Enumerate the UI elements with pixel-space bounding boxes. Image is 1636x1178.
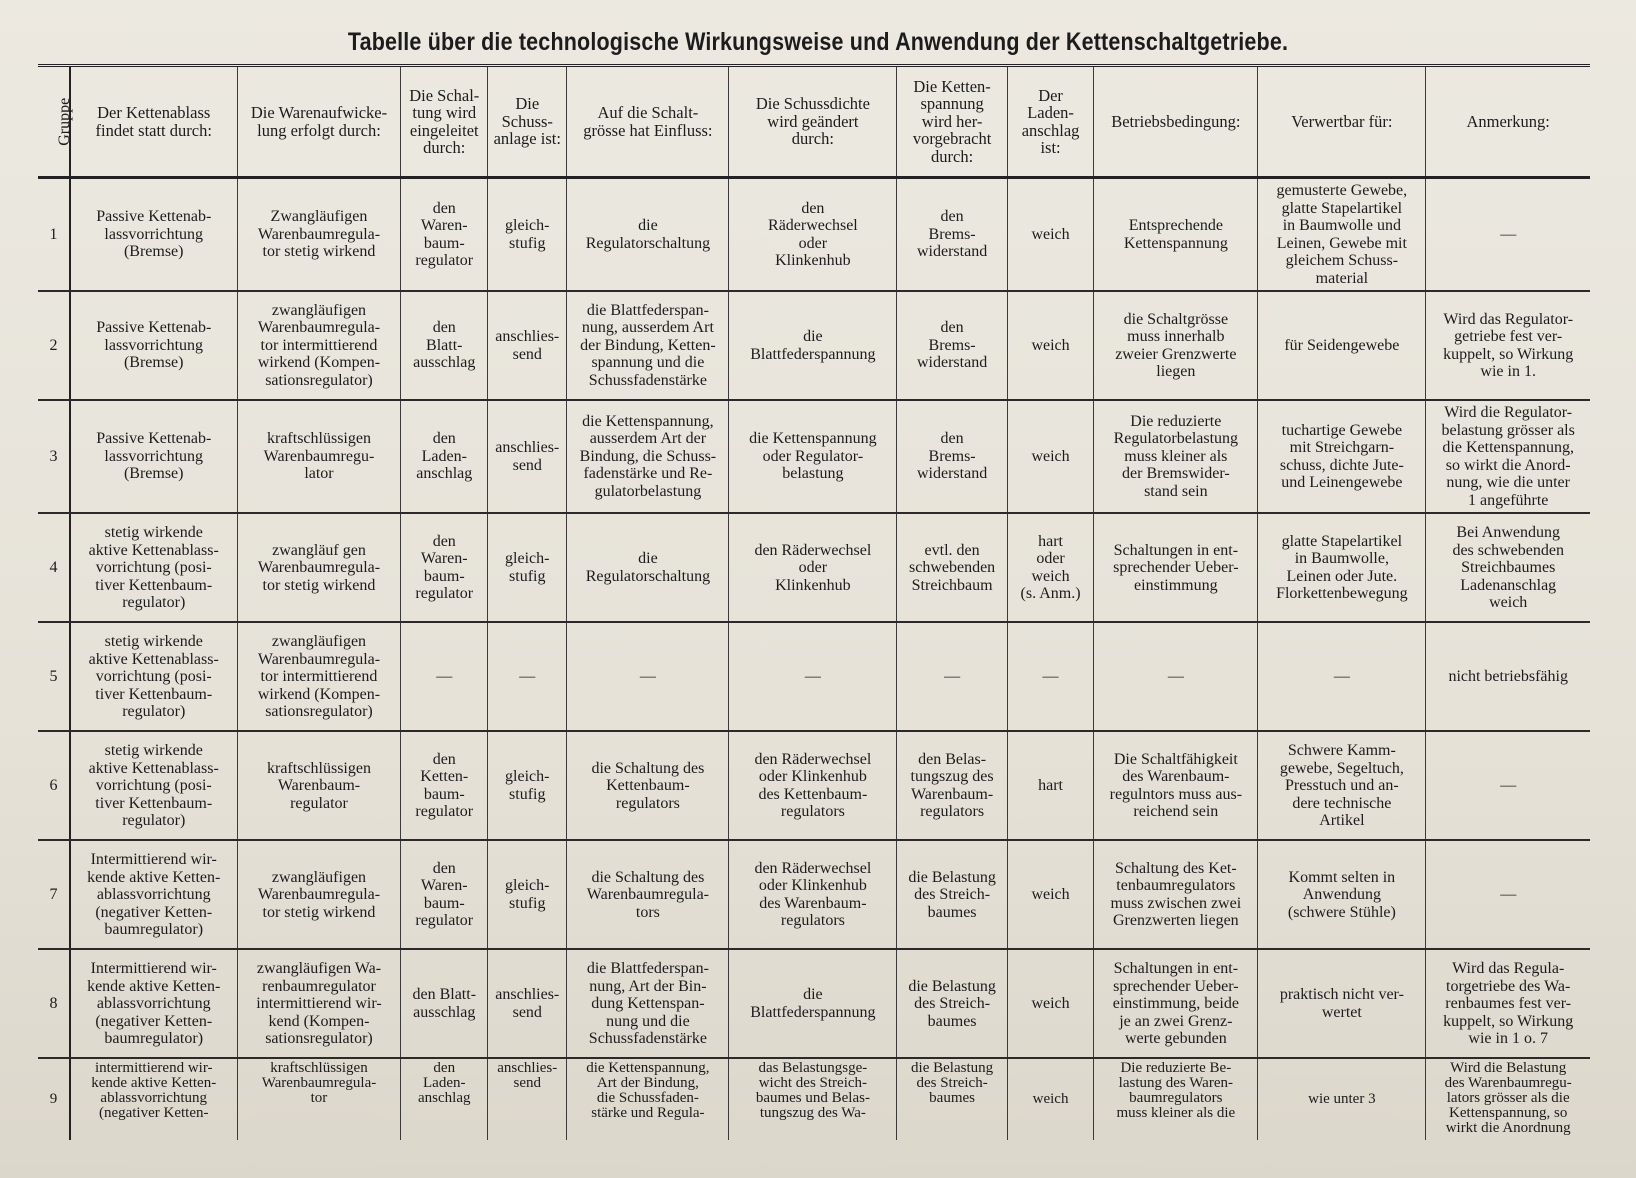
cell-betriebsbedingung: Schaltungen in ent- sprechender Ueber- einstimmung bbox=[1094, 513, 1258, 622]
cell-warenaufwicklung: kraftschlüssigen Warenbaum- regulator bbox=[237, 731, 401, 840]
cell-betriebsbedingung: Die Schaltfähigkeit des Warenbaum- regulntors muss aus- reichend sein bbox=[1094, 731, 1258, 840]
cell-ladenanschlag: weich bbox=[1007, 400, 1094, 513]
cell-anmerkung: — bbox=[1426, 178, 1590, 292]
cell-ladenanschlag: hart bbox=[1007, 731, 1094, 840]
cell-betriebsbedingung: Die reduzierte Regulatorbelastung muss kleiner als der Bremswider- stand sein bbox=[1094, 400, 1258, 513]
cell-kettenablass: Passive Kettenab- lassvorrichtung (Bremse) bbox=[70, 291, 237, 400]
cell-kettenablass: Intermittierend wir- kende aktive Ketten- ablassvorrichtung (negativer Ketten- baumregulator) bbox=[70, 949, 237, 1058]
cell-einfluss: die Blattfederspan- nung, Art der Bin- dung Kettenspan- nung und die Schussfadenstärke bbox=[567, 949, 729, 1058]
cell-verwertbar: Schwere Kamm- gewebe, Segeltuch, Presstuch und an- dere technische Artikel bbox=[1258, 731, 1426, 840]
cell-kettenspannung: die Belastung des Streich- baumes bbox=[897, 1058, 1007, 1140]
cell-kettenspannung: den Belas- tungszug des Warenbaum- regulators bbox=[897, 731, 1007, 840]
cell-warenaufwicklung: zwangläufigen Warenbaumregula- tor intermittierend wirkend (Kompen- sationsregulator) bbox=[237, 622, 401, 731]
cell-kettenspannung: den Brems- widerstand bbox=[897, 400, 1007, 513]
cell-kettenablass: stetig wirkende aktive Kettenablass- vorrichtung (posi- tiver Kettenbaum- regulator) bbox=[70, 513, 237, 622]
cell-verwertbar: für Seidengewebe bbox=[1258, 291, 1426, 400]
header-kettenspannung: Die Ketten- spannung wird her- vorgebracht durch: bbox=[897, 66, 1007, 178]
gruppe-number: 9 bbox=[38, 1058, 70, 1140]
table-row bbox=[38, 949, 1590, 1058]
cell-schussanlage: anschlies- send bbox=[488, 1058, 567, 1140]
gruppe-number: 7 bbox=[38, 840, 70, 949]
cell-verwertbar: glatte Stapelartikel in Baumwolle, Leinen oder Jute. Florkettenbewegung bbox=[1258, 513, 1426, 622]
header-ladenanschlag: Der Laden- anschlag ist: bbox=[1007, 66, 1094, 178]
cell-ladenanschlag: weich bbox=[1007, 291, 1094, 400]
cell-eingeleitet: den Ketten- baum- regulator bbox=[401, 731, 488, 840]
table-row bbox=[38, 291, 1590, 400]
gruppe-number: 3 bbox=[38, 400, 70, 513]
header-verwertbar: Verwertbar für: bbox=[1258, 66, 1426, 178]
cell-schussdichte: die Kettenspannung oder Regulator- belastung bbox=[729, 400, 897, 513]
table-row bbox=[38, 400, 1590, 513]
cell-betriebsbedingung: Die reduzierte Be- lastung des Waren- baumregulators muss kleiner als die bbox=[1094, 1058, 1258, 1140]
cell-einfluss: die Regulatorschaltung bbox=[567, 178, 729, 292]
cell-ladenanschlag: weich bbox=[1007, 840, 1094, 949]
cell-kettenspannung: die Belastung des Streich- baumes bbox=[897, 840, 1007, 949]
cell-eingeleitet: den Waren- baum- regulator bbox=[401, 178, 488, 292]
table-row bbox=[38, 513, 1590, 622]
header-schussdichte: Die Schussdichte wird geändert durch: bbox=[729, 66, 897, 178]
cell-anmerkung: — bbox=[1426, 731, 1590, 840]
cell-schussanlage: gleich- stufig bbox=[488, 178, 567, 292]
cell-schussdichte: die Blattfederspannung bbox=[729, 949, 897, 1058]
cell-eingeleitet: den Blatt- ausschlag bbox=[401, 949, 488, 1058]
cell-verwertbar: praktisch nicht ver- wertet bbox=[1258, 949, 1426, 1058]
cell-eingeleitet: den Blatt- ausschlag bbox=[401, 291, 488, 400]
cell-anmerkung: nicht betriebsfähig bbox=[1426, 622, 1590, 731]
cell-kettenablass: intermittierend wir- kende aktive Ketten- ablassvorrichtung (negativer Ketten- bbox=[70, 1058, 237, 1140]
cell-einfluss: die Kettenspannung, Art der Bindung, die Schussfaden- stärke und Regula- bbox=[567, 1058, 729, 1140]
cell-eingeleitet: den Laden- anschlag bbox=[401, 400, 488, 513]
cell-anmerkung: Wird das Regulator- getriebe fest ver- kuppelt, so Wirkung wie in 1. bbox=[1426, 291, 1590, 400]
cell-kettenablass: Intermittierend wir- kende aktive Ketten- ablassvorrichtung (negativer Ketten- baumregulator) bbox=[70, 840, 237, 949]
cell-warenaufwicklung: Zwangläufigen Warenbaumregula- tor stetig wirkend bbox=[237, 178, 401, 292]
cell-ladenanschlag: — bbox=[1007, 622, 1094, 731]
header-kettenablass: Der Kettenablass findet statt durch: bbox=[70, 66, 237, 178]
header-row bbox=[38, 66, 1590, 178]
cell-einfluss: die Schaltung des Kettenbaum- regulators bbox=[567, 731, 729, 840]
cell-schussdichte: das Belastungsge- wicht des Streich- baumes und Belas- tungszug des Wa- bbox=[729, 1058, 897, 1140]
cell-warenaufwicklung: zwangläuf gen Warenbaumregula- tor stetig wirkend bbox=[237, 513, 401, 622]
cell-ladenanschlag: weich bbox=[1007, 949, 1094, 1058]
cell-schussanlage: — bbox=[488, 622, 567, 731]
table-title: Tabelle über die technologische Wirkungsweise und Anwendung der Kettenschaltgetriebe. bbox=[347, 28, 1289, 56]
cell-warenaufwicklung: kraftschlüssigen Warenbaumregu- lator bbox=[237, 400, 401, 513]
cell-verwertbar: gemusterte Gewebe, glatte Stapelartikel in Baumwolle und Leinen, Gewebe mit gleichem Schuss- material bbox=[1258, 178, 1426, 292]
cell-eingeleitet: den Waren- baum- regulator bbox=[401, 840, 488, 949]
cell-verwertbar: tuchartige Gewebe mit Streichgarn- schuss, dichte Jute- und Leinengewebe bbox=[1258, 400, 1426, 513]
cell-kettenspannung: evtl. den schwebenden Streichbaum bbox=[897, 513, 1007, 622]
cell-kettenspannung: die Belastung des Streich- baumes bbox=[897, 949, 1007, 1058]
gruppe-number: 5 bbox=[38, 622, 70, 731]
cell-warenaufwicklung: zwangläufigen Wa- renbaumregulator intermittierend wir- kend (Kompen- sationsregulator) bbox=[237, 949, 401, 1058]
cell-kettenspannung: — bbox=[897, 622, 1007, 731]
cell-warenaufwicklung: zwangläufigen Warenbaumregula- tor stetig wirkend bbox=[237, 840, 401, 949]
gruppe-number: 1 bbox=[38, 178, 70, 292]
cell-warenaufwicklung: zwangläufigen Warenbaumregula- tor intermittierend wirkend (Kompen- sationsregulator) bbox=[237, 291, 401, 400]
header-warenaufwicklung: Die Warenaufwicke- lung erfolgt durch: bbox=[237, 66, 401, 178]
cell-einfluss: — bbox=[567, 622, 729, 731]
cell-verwertbar: wie unter 3 bbox=[1258, 1058, 1426, 1140]
cell-kettenspannung: den Brems- widerstand bbox=[897, 291, 1007, 400]
cell-betriebsbedingung: die Schaltgrösse muss innerhalb zweier Grenzwerte liegen bbox=[1094, 291, 1258, 400]
cell-schussanlage: gleich- stufig bbox=[488, 840, 567, 949]
header-anmerkung: Anmerkung: bbox=[1426, 66, 1590, 178]
cell-schussanlage: anschlies- send bbox=[488, 291, 567, 400]
cell-schussanlage: anschlies- send bbox=[488, 400, 567, 513]
cell-kettenablass: Passive Kettenab- lassvorrichtung (Bremse) bbox=[70, 178, 237, 292]
cell-einfluss: die Kettenspannung, ausserdem Art der Bindung, die Schuss- fadenstärke und Re- gulatorbelastung bbox=[567, 400, 729, 513]
cell-betriebsbedingung: Entsprechende Kettenspannung bbox=[1094, 178, 1258, 292]
cell-anmerkung: — bbox=[1426, 840, 1590, 949]
cell-schussanlage: anschlies- send bbox=[488, 949, 567, 1058]
cell-warenaufwicklung: kraftschlüssigen Warenbaumregula- tor bbox=[237, 1058, 401, 1140]
cell-anmerkung: Wird die Belastung des Warenbaumregu- lators grösser als die Kettenspannung, so wirkt die Anordnung bbox=[1444, 1060, 1572, 1137]
cell-kettenablass: stetig wirkende aktive Kettenablass- vorrichtung (posi- tiver Kettenbaum- regulator) bbox=[70, 622, 237, 731]
gruppe-number: 8 bbox=[38, 949, 70, 1058]
gruppe-number: 4 bbox=[38, 513, 70, 622]
cell-ladenanschlag: hart oder weich (s. Anm.) bbox=[1007, 513, 1094, 622]
gruppe-number: 2 bbox=[38, 291, 70, 400]
cell-kettenablass: stetig wirkende aktive Kettenablass- vorrichtung (posi- tiver Kettenbaum- regulator) bbox=[70, 731, 237, 840]
cell-kettenspannung: den Brems- widerstand bbox=[897, 178, 1007, 292]
cell-einfluss: die Regulatorschaltung bbox=[567, 513, 729, 622]
cell-anmerkung: Wird das Regula- torgetriebe des Wa- renbaumes fest ver- kuppelt, so Wirkung wie in 1 o. 7 bbox=[1426, 949, 1590, 1058]
cell-schussdichte: den Räderwechsel oder Klinkenhub bbox=[729, 178, 897, 292]
gruppe-number: 6 bbox=[38, 731, 70, 840]
header-gruppe: Gruppe bbox=[38, 66, 70, 178]
cell-verwertbar: Kommt selten in Anwendung (schwere Stühle) bbox=[1258, 840, 1426, 949]
table-body bbox=[38, 178, 1590, 1141]
cell-einfluss: die Schaltung des Warenbaumregula- tors bbox=[567, 840, 729, 949]
cell-schussdichte: den Räderwechsel oder Klinkenhub des Kettenbaum- regulators bbox=[729, 731, 897, 840]
cell-schussanlage: gleich- stufig bbox=[488, 513, 567, 622]
cell-schussdichte: die Blattfederspannung bbox=[729, 291, 897, 400]
cell-schussanlage: gleich- stufig bbox=[488, 731, 567, 840]
header-eingeleitet: Die Schal- tung wird eingeleitet durch: bbox=[401, 66, 488, 178]
cell-betriebsbedingung: Schaltung des Ket- tenbaumregulators muss zwischen zwei Grenzwerten liegen bbox=[1094, 840, 1258, 949]
table-row bbox=[38, 731, 1590, 840]
header-einfluss: Auf die Schalt- grösse hat Einfluss: bbox=[567, 66, 729, 178]
table-row bbox=[38, 622, 1590, 731]
cell-eingeleitet: den Laden- anschlag bbox=[401, 1058, 488, 1140]
gear-table bbox=[38, 64, 1590, 1140]
header-betriebsbedingung: Betriebsbedingung: bbox=[1094, 66, 1258, 178]
cell-betriebsbedingung: — bbox=[1094, 622, 1258, 731]
cell-ladenanschlag: weich bbox=[1007, 1058, 1094, 1140]
cell-betriebsbedingung: Schaltungen in ent- sprechender Ueber- einstimmung, beide je an zwei Grenz- werte gebunden bbox=[1094, 949, 1258, 1058]
table-row bbox=[38, 178, 1590, 292]
header-schussanlage: Die Schuss- anlage ist: bbox=[488, 66, 567, 178]
cell-ladenanschlag: weich bbox=[1007, 178, 1094, 292]
cell-verwertbar: — bbox=[1258, 622, 1426, 731]
cell-eingeleitet: — bbox=[401, 622, 488, 731]
cell-schussdichte: den Räderwechsel oder Klinkenhub des Warenbaum- regulators bbox=[729, 840, 897, 949]
cell-schussdichte: — bbox=[729, 622, 897, 731]
cell-schussdichte: den Räderwechsel oder Klinkenhub bbox=[729, 513, 897, 622]
table-row bbox=[38, 1058, 1590, 1140]
cell-kettenablass: Passive Kettenab- lassvorrichtung (Bremse) bbox=[70, 400, 237, 513]
cell-eingeleitet: den Waren- baum- regulator bbox=[401, 513, 488, 622]
cell-anmerkung: Bei Anwendung des schwebenden Streichbaumes Ladenanschlag weich bbox=[1426, 513, 1590, 622]
cell-anmerkung: Wird die Regulator- belastung grösser als die Kettenspannung, so wirkt die Anord- nung, wie die unter 1 angeführte bbox=[1426, 400, 1590, 513]
cell-einfluss: die Blattfederspan- nung, ausserdem Art der Bindung, Ketten- spannung und die Schussfadenstärke bbox=[567, 291, 729, 400]
table-row bbox=[38, 840, 1590, 949]
